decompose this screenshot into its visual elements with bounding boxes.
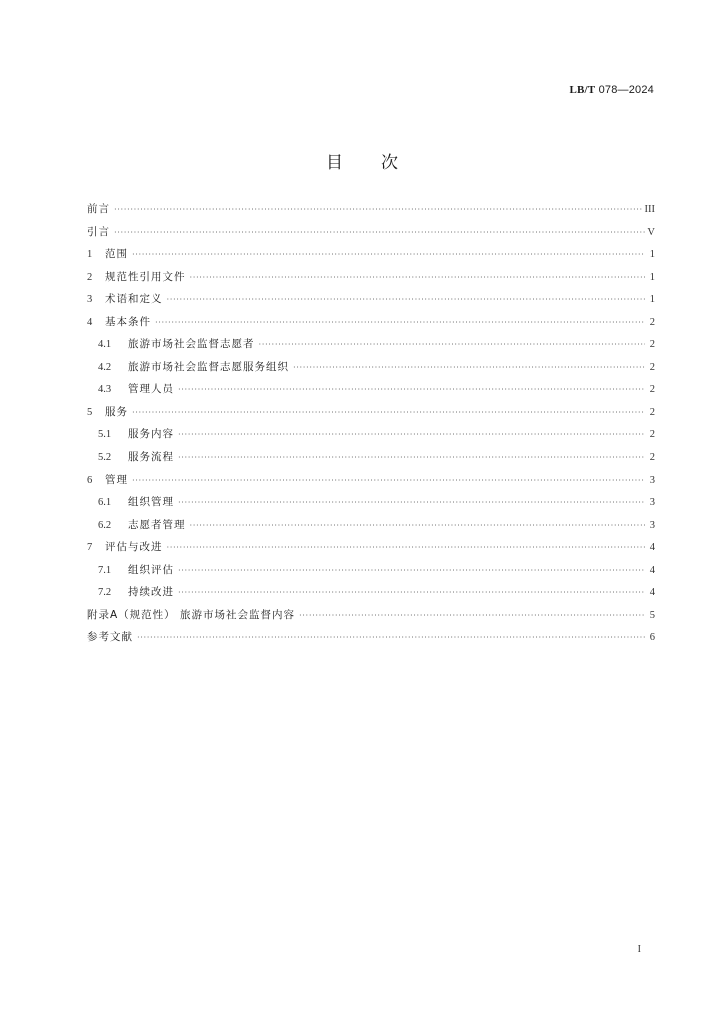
toc-entry[interactable] xyxy=(87,201,655,224)
toc-entry-page: 1 xyxy=(649,294,655,306)
toc-entry-page: 4 xyxy=(649,564,655,576)
toc-entry[interactable] xyxy=(87,359,655,382)
toc-entry-page: III xyxy=(644,204,655,215)
toc-leader-dots xyxy=(114,228,645,237)
toc-entry-number: 7.1 xyxy=(98,564,112,576)
toc-entry-number: 5 xyxy=(87,406,93,418)
toc-entry-page: 4 xyxy=(649,587,655,599)
toc-entry-page: 2 xyxy=(649,452,655,464)
toc-leader-dots xyxy=(178,566,645,575)
toc-entry[interactable] xyxy=(87,607,655,630)
toc-entry-label: 服务流程 xyxy=(128,451,174,464)
toc-entry-label: 持续改进 xyxy=(128,586,174,599)
toc-leader-dots xyxy=(132,250,645,259)
toc-leader-dots xyxy=(293,363,645,372)
toc-entry-number: 7.2 xyxy=(98,587,112,599)
toc-entry-label: 评估与改进 xyxy=(105,541,163,554)
toc-leader-dots xyxy=(178,385,645,394)
toc-entry-number: 7 xyxy=(87,542,93,554)
toc-entry[interactable] xyxy=(87,224,655,247)
toc-entry-page: 4 xyxy=(649,542,655,554)
toc-entry-page: 2 xyxy=(649,339,655,351)
toc-entry-page: 2 xyxy=(649,316,655,328)
toc-entry-label: 附录A（规范性） 旅游市场社会监督内容 xyxy=(87,608,296,621)
toc-leader-dots xyxy=(259,340,646,349)
toc-leader-dots xyxy=(178,498,645,507)
document-code-number: 078—2024 xyxy=(595,84,654,96)
toc-entry[interactable] xyxy=(87,314,655,337)
toc-entry-label: 志愿者管理 xyxy=(128,518,186,531)
toc-entry-label: 组织评估 xyxy=(128,563,174,576)
page-title: 目次 xyxy=(326,153,436,173)
toc-entry-number: 4.3 xyxy=(98,384,112,396)
toc-entry[interactable] xyxy=(87,381,655,404)
toc-leader-dots xyxy=(132,408,645,417)
toc-entry-label: 管理人员 xyxy=(128,383,174,396)
toc-entry[interactable] xyxy=(87,336,655,359)
toc-entry[interactable] xyxy=(87,584,655,607)
toc-entry-label: 服务内容 xyxy=(128,428,174,441)
toc-entry-page: 3 xyxy=(649,519,655,531)
toc-entry-label: 服务 xyxy=(105,405,128,418)
toc-leader-dots xyxy=(167,295,646,304)
toc-entry-page: 2 xyxy=(649,406,655,418)
toc-entry[interactable] xyxy=(87,269,655,292)
toc-entry-number: 6.1 xyxy=(98,497,112,509)
toc-entry-page: V xyxy=(647,226,655,238)
toc-entry[interactable] xyxy=(87,629,655,652)
toc-entry-number: 4 xyxy=(87,316,93,328)
toc-leader-dots xyxy=(137,633,645,642)
toc-leader-dots xyxy=(132,476,645,485)
toc-entry-label: 旅游市场社会监督志愿者 xyxy=(128,338,255,351)
toc-entry[interactable] xyxy=(87,517,655,540)
toc-entry-number: 5.1 xyxy=(98,429,112,441)
toc-entry-label: 引言 xyxy=(87,225,110,238)
toc-entry-number: 4.1 xyxy=(98,339,112,351)
toc-entry-label: 基本条件 xyxy=(105,315,151,328)
toc-entry-label: 范围 xyxy=(105,248,128,261)
toc-entry-number: 2 xyxy=(87,271,93,283)
toc-leader-dots xyxy=(114,205,643,214)
toc-leader-dots xyxy=(178,453,645,462)
page-number: I xyxy=(637,944,641,955)
toc-entry[interactable] xyxy=(87,562,655,585)
toc-entry-label: 术语和定义 xyxy=(105,293,163,306)
toc-leader-dots xyxy=(299,611,645,620)
document-code-prefix: LB/T xyxy=(569,84,596,96)
toc-entry[interactable] xyxy=(87,404,655,427)
toc-entry-page: 2 xyxy=(649,361,655,373)
toc-entry-page: 2 xyxy=(649,384,655,396)
toc-entry-page: 1 xyxy=(649,249,655,261)
toc-entry-label: 管理 xyxy=(105,473,128,486)
toc-entry-page: 1 xyxy=(649,271,655,283)
toc-entry-page: 3 xyxy=(649,497,655,509)
toc-entry-page: 2 xyxy=(649,429,655,441)
toc-entry-label: 前言 xyxy=(87,203,110,215)
toc-entry[interactable] xyxy=(87,494,655,517)
toc-entry-label: 规范性引用文件 xyxy=(105,270,186,283)
table-of-contents xyxy=(87,201,655,652)
toc-leader-dots xyxy=(167,543,646,552)
toc-entry[interactable] xyxy=(87,472,655,495)
toc-entry-page: 5 xyxy=(649,609,655,621)
toc-entry[interactable] xyxy=(87,291,655,314)
toc-entry-number: 1 xyxy=(87,249,93,261)
toc-leader-dots xyxy=(190,521,646,530)
toc-leader-dots xyxy=(190,273,646,282)
toc-entry-label: 旅游市场社会监督志愿服务组织 xyxy=(128,360,289,373)
toc-leader-dots xyxy=(178,430,645,439)
toc-entry[interactable] xyxy=(87,426,655,449)
toc-entry[interactable] xyxy=(87,449,655,472)
toc-leader-dots xyxy=(155,318,645,327)
toc-entry[interactable] xyxy=(87,539,655,562)
toc-entry-number: 5.2 xyxy=(98,452,112,464)
toc-entry-number: 4.2 xyxy=(98,361,112,373)
toc-entry-page: 6 xyxy=(649,632,655,644)
toc-entry-label: 参考文献 xyxy=(87,631,133,644)
toc-entry-number: 6.2 xyxy=(98,519,112,531)
toc-entry-number: 6 xyxy=(87,474,93,486)
toc-entry-label: 组织管理 xyxy=(128,496,174,509)
toc-entry-number: 3 xyxy=(87,294,93,306)
document-code xyxy=(569,84,654,96)
toc-entry-page: 3 xyxy=(649,474,655,486)
toc-entry[interactable] xyxy=(87,246,655,269)
toc-leader-dots xyxy=(178,588,645,597)
